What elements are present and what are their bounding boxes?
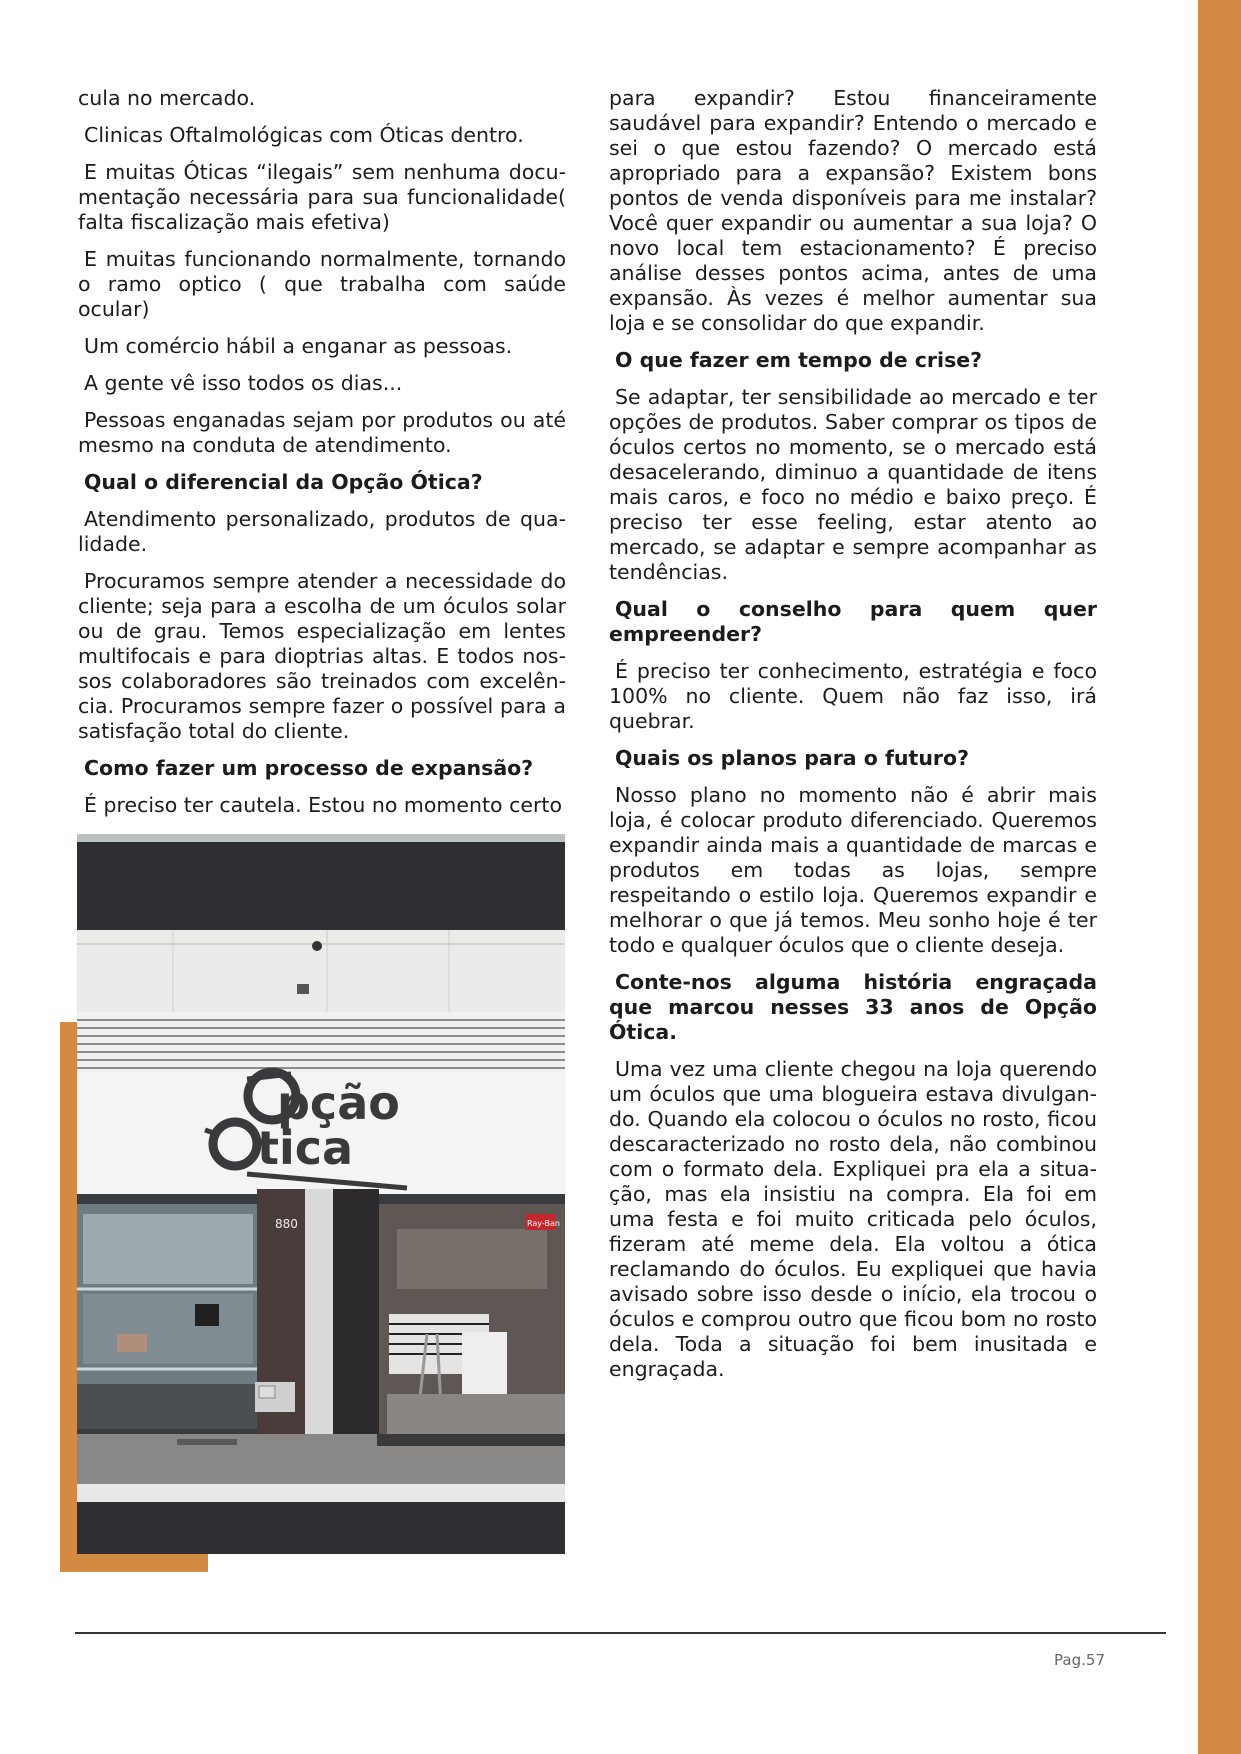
brand-sticker: Ray-Ban xyxy=(527,1219,560,1228)
paragraph: Nosso plano no momento não é abrir mais loja, é colocar produto diferenciado. Queremos expandir ainda mais a quantidade de marcas e produtos em todas as lojas, sempre respeitando o estilo loja. Queremos expandir e melhorar o que já temos. Meu sonho hoje é ter todo e qualquer óculos que o cliente deseja. xyxy=(609,783,1097,957)
paragraph: Se adaptar, ter sensibilidade ao mercado e ter opções de produtos. Saber comprar os tipos de óculos certos no momento, se o mercado está desacelerando, diminuo a quantidade de itens mais caros, e foco no médio e baixo preço. É preciso ter esse feeling, estar atento ao mercado, se adaptar e sempre acompanhar as tendências. xyxy=(609,385,1097,584)
right-column xyxy=(609,86,1097,1394)
security-camera-icon xyxy=(312,941,322,951)
paragraph: Um comércio hábil a enganar as pessoas. xyxy=(84,334,513,358)
storefront-photo xyxy=(77,834,565,1554)
paragraph: cula no mercado. xyxy=(78,86,256,110)
paragraph: Clinicas Oftalmológicas com Óticas dentro. xyxy=(84,123,524,147)
left-column xyxy=(78,86,566,830)
paragraph: Procuramos sempre atender a necessidade do cliente; seja para a escolha de um óculos solar ou de grau. Temos especialização em lentes multifocais e para dioptrias altas. E todos nossos colaboradores são treinados com excelência. Procuramos sempre fazer o possível para a satisfação total do cliente. xyxy=(78,569,566,743)
question-heading: Qual o diferencial da Opção Ótica? xyxy=(84,470,483,494)
question-heading: Conte-nos alguma história engraçada que marcou nesses 33 anos de Opção Ótica. xyxy=(609,970,1097,1044)
question-heading: Quais os planos para o futuro? xyxy=(615,746,969,770)
footer-divider xyxy=(75,1632,1166,1634)
paragraph: Pessoas enganadas sejam por produtos ou até mesmo na conduta de atendimento. xyxy=(78,408,566,457)
sign-text-line1: pção xyxy=(277,1076,400,1130)
paragraph: Uma vez uma cliente chegou na loja querendo um óculos que uma blogueira estava divulgando. Quando ela colocou o óculos no rosto, ficou descaracterizado no rosto dela, não combinou com o formato dela. Expliquei pra ela a situação, mas ela insistiu na compra. Ela foi em uma festa e foi muito criticada pelo óculos, fizeram até meme dela. Ela voltou a ótica reclamando do óculos. Eu expliquei que havia avisado sobre isso desde o início, ela trocou o óculos e comprou outro que ficou bom no rosto dela. Toda a situação foi bem inusitada e engraçada. xyxy=(609,1057,1097,1381)
paragraph: E muitas funcionando normalmente, tornando o ramo optico ( que trabalha com saúde ocular) xyxy=(78,247,566,321)
question-heading: O que fazer em tempo de crise? xyxy=(615,348,983,372)
street-number: 880 xyxy=(275,1217,298,1231)
paragraph: A gente vê isso todos os dias... xyxy=(84,371,403,395)
question-heading: Qual o conselho para quem quer empreender? xyxy=(609,597,1097,646)
side-accent-bar xyxy=(1198,0,1241,1754)
page-number: Pag.57 xyxy=(1054,1651,1105,1669)
paragraph: É preciso ter cautela. Estou no momento certo xyxy=(84,793,562,817)
sign-text-line2: tica xyxy=(257,1121,354,1175)
paragraph: E muitas Óticas “ilegais” sem nenhuma documentação necessária para sua funcionalidade( falta fiscalização mais efetiva) xyxy=(78,160,566,234)
paragraph: Atendimento personalizado, produtos de qualidade. xyxy=(78,507,566,556)
paragraph: É preciso ter conhecimento, estratégia e foco 100% no cliente. Quem não faz isso, irá quebrar. xyxy=(609,659,1097,733)
paragraph: para expandir? Estou financeiramente saudável para expandir? Entendo o mercado e sei o que estou fazendo? O mercado está apropriado para a expansão? Existem bons pontos de venda disponíveis para me instalar? Você quer expandir ou aumentar a sua loja? O novo local tem estacionamento? É preciso análise desses pontos acima, antes de uma expansão. Às vezes é melhor aumentar sua loja e se consolidar do que expandir. xyxy=(609,86,1097,335)
question-heading: Como fazer um processo de expansão? xyxy=(84,756,534,780)
